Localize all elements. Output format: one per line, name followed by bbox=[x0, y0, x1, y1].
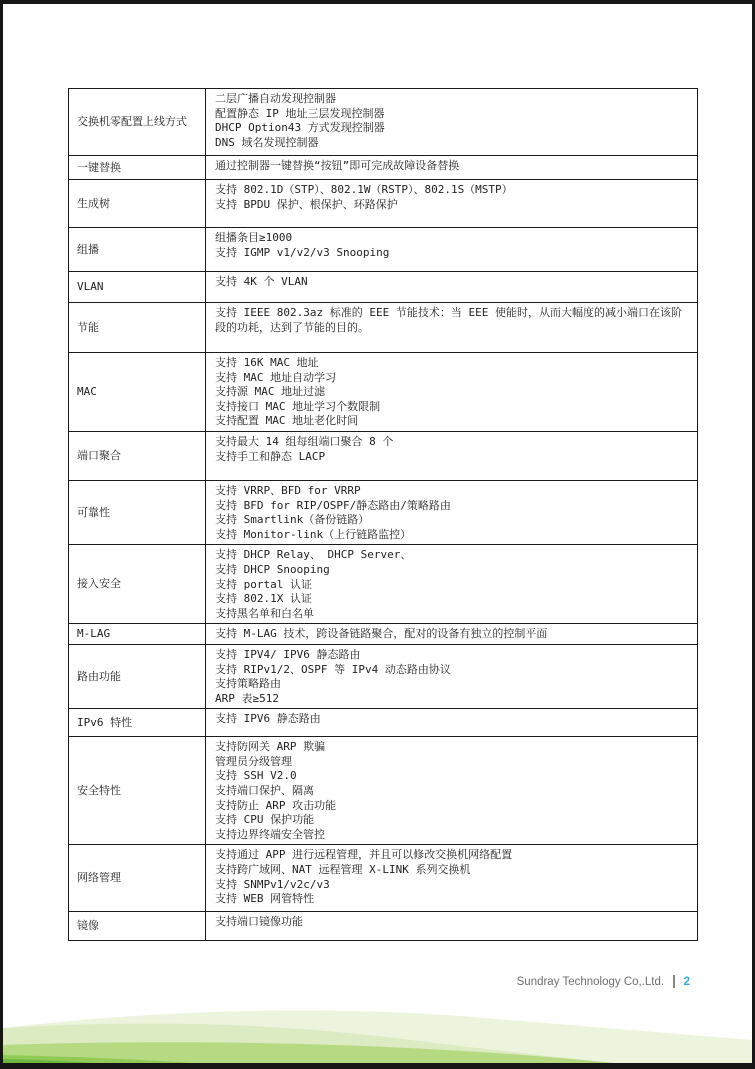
wave-light-band bbox=[3, 1024, 613, 1063]
row-label: IPv6 特性 bbox=[69, 709, 206, 736]
content-line: 支持 BFD for RIP/OSPF/静态路由/策略路由 bbox=[215, 498, 451, 512]
row-content bbox=[206, 845, 697, 911]
content-line: 支持 16K MAC 地址 bbox=[215, 356, 319, 369]
content-line: 支持 RIPv1/2、OSPF 等 IPv4 动态路由协议 bbox=[215, 662, 451, 676]
row-content bbox=[206, 353, 697, 431]
content-line: 支持 Smartlink（备份链路） bbox=[215, 513, 370, 527]
table-row bbox=[69, 737, 697, 845]
row-label: 生成树 bbox=[69, 180, 206, 227]
content-line: 支持边界终端安全管控 bbox=[215, 827, 325, 841]
table-row bbox=[69, 645, 697, 709]
content-line: 支持 BPDU 保护、根保护、环路保护 bbox=[215, 197, 398, 211]
table-row bbox=[69, 180, 697, 228]
content-line: 支持 IPV6 静态路由 bbox=[215, 712, 321, 726]
table-row bbox=[69, 303, 697, 353]
content-line: 支持最大 14 组每组端口聚合 8 个 bbox=[215, 434, 394, 448]
footer-divider bbox=[673, 975, 675, 988]
row-label: 可靠性 bbox=[69, 481, 206, 544]
content-line: 支持 802.1D（STP）、802.1W（RSTP）、802.1S（MSTP） bbox=[215, 183, 513, 196]
footer-page-number: 2 bbox=[683, 975, 690, 988]
content-line: 支持 SNMPv1/v2c/v3 bbox=[215, 877, 330, 891]
row-label: 组播 bbox=[69, 228, 206, 271]
content-line: DNS 域名发现控制器 bbox=[215, 135, 319, 149]
table-row bbox=[69, 156, 697, 180]
content-line: 支持 Monitor-link（上行链路监控） bbox=[215, 527, 412, 541]
row-label: MAC bbox=[69, 353, 206, 431]
content-line: 通过控制器一键替换“按钮”即可完成故障设备替换 bbox=[215, 159, 460, 172]
row-content bbox=[206, 645, 697, 708]
table-row bbox=[69, 89, 697, 156]
content-line: 支持通过 APP 进行远程管理，并且可以修改交换机网络配置 bbox=[215, 848, 513, 862]
content-line: 支持端口镜像功能 bbox=[215, 915, 303, 929]
row-label: 端口聚合 bbox=[69, 432, 206, 480]
row-content bbox=[206, 912, 697, 940]
wave-darkest bbox=[3, 1059, 153, 1063]
document-page bbox=[3, 4, 752, 1063]
footer-company-name: Sundray Technology Co,.Ltd. bbox=[516, 975, 665, 988]
row-label: 交换机零配置上线方式 bbox=[69, 89, 206, 155]
row-content bbox=[206, 228, 697, 271]
row-label: 节能 bbox=[69, 303, 206, 352]
spec-table bbox=[68, 88, 698, 941]
row-content bbox=[206, 545, 697, 623]
table-row bbox=[69, 709, 697, 737]
content-line: 支持防网关 ARP 欺骗 bbox=[215, 740, 326, 754]
content-line: 配置静态 IP 地址三层发现控制器 bbox=[215, 106, 385, 120]
content-line: 支持 MAC 地址自动学习 bbox=[215, 370, 337, 384]
table-row bbox=[69, 432, 697, 481]
content-line: 组播条目≥1000 bbox=[215, 231, 293, 244]
table-row bbox=[69, 228, 697, 272]
row-label: M-LAG bbox=[69, 624, 206, 644]
row-content bbox=[206, 432, 697, 480]
table-row bbox=[69, 272, 697, 303]
content-line: 支持 IPV4/ IPV6 静态路由 bbox=[215, 647, 361, 661]
content-line: 支持 M-LAG 技术，跨设备链路聚合，配对的设备有独立的控制平面 bbox=[215, 627, 548, 641]
content-line: 管理员分级管理 bbox=[215, 754, 292, 768]
page-footer bbox=[517, 975, 690, 988]
row-label: 网络管理 bbox=[69, 845, 206, 911]
row-label: 一键替换 bbox=[69, 156, 206, 179]
row-content bbox=[206, 89, 697, 155]
row-label: VLAN bbox=[69, 272, 206, 302]
content-line: DHCP Option43 方式发现控制器 bbox=[215, 121, 385, 135]
row-label: 镜像 bbox=[69, 912, 206, 940]
wave-lightest bbox=[3, 1010, 752, 1063]
content-line: 支持跨广域网、NAT 远程管理 X-LINK 系列交换机 bbox=[215, 863, 471, 877]
row-content bbox=[206, 272, 697, 302]
row-label: 安全特性 bbox=[69, 737, 206, 844]
content-line: 支持 DHCP Snooping bbox=[215, 562, 330, 576]
content-line: 支持源 MAC 地址过滤 bbox=[215, 385, 326, 399]
content-line: 支持黑名单和白名单 bbox=[215, 606, 314, 620]
row-content bbox=[206, 180, 697, 227]
content-line: 支持端口保护、隔离 bbox=[215, 784, 314, 798]
table-row bbox=[69, 481, 697, 545]
row-content bbox=[206, 709, 697, 736]
content-line: 支持防止 ARP 攻击功能 bbox=[215, 798, 337, 812]
table-row bbox=[69, 545, 697, 624]
content-line: 二层广播自动发现控制器 bbox=[215, 92, 336, 105]
content-line: 支持 4K 个 VLAN bbox=[215, 275, 308, 288]
table-row bbox=[69, 912, 697, 940]
content-line: 支持策略路由 bbox=[215, 677, 281, 691]
row-label: 接入安全 bbox=[69, 545, 206, 623]
content-line: 支持 VRRP、BFD for VRRP bbox=[215, 483, 361, 497]
content-line: 支持 WEB 网管特性 bbox=[215, 892, 315, 906]
content-line: 支持 SSH V2.0 bbox=[215, 769, 297, 783]
wave-medium bbox=[3, 1042, 752, 1063]
row-content bbox=[206, 481, 697, 544]
table-row bbox=[69, 624, 697, 645]
content-line: 支持 portal 认证 bbox=[215, 577, 312, 591]
content-line: 支持 802.1X 认证 bbox=[215, 592, 312, 606]
content-line: 支持 IEEE 802.3az 标准的 EEE 节能技术：当 EEE 使能时，从而大幅度的减小端口在该阶段的功耗，达到了节能的目的。 bbox=[215, 306, 682, 334]
row-content bbox=[206, 737, 697, 844]
wave-dark bbox=[3, 1055, 303, 1063]
row-content bbox=[206, 303, 697, 352]
content-line: 支持 IGMP v1/v2/v3 Snooping bbox=[215, 245, 390, 259]
content-line: ARP 表≥512 bbox=[215, 691, 279, 705]
row-content bbox=[206, 156, 697, 179]
content-line: 支持接口 MAC 地址学习个数限制 bbox=[215, 399, 381, 413]
content-line: 支持 CPU 保护功能 bbox=[215, 813, 315, 827]
table-row bbox=[69, 845, 697, 912]
content-line: 支持配置 MAC 地址老化时间 bbox=[215, 414, 359, 428]
content-line: 支持手工和静态 LACP bbox=[215, 449, 326, 463]
table-row bbox=[69, 353, 697, 432]
content-line: 支持 DHCP Relay、 DHCP Server、 bbox=[215, 548, 412, 562]
row-content bbox=[206, 624, 697, 644]
row-label: 路由功能 bbox=[69, 645, 206, 708]
decorative-green-waves bbox=[3, 975, 752, 1063]
